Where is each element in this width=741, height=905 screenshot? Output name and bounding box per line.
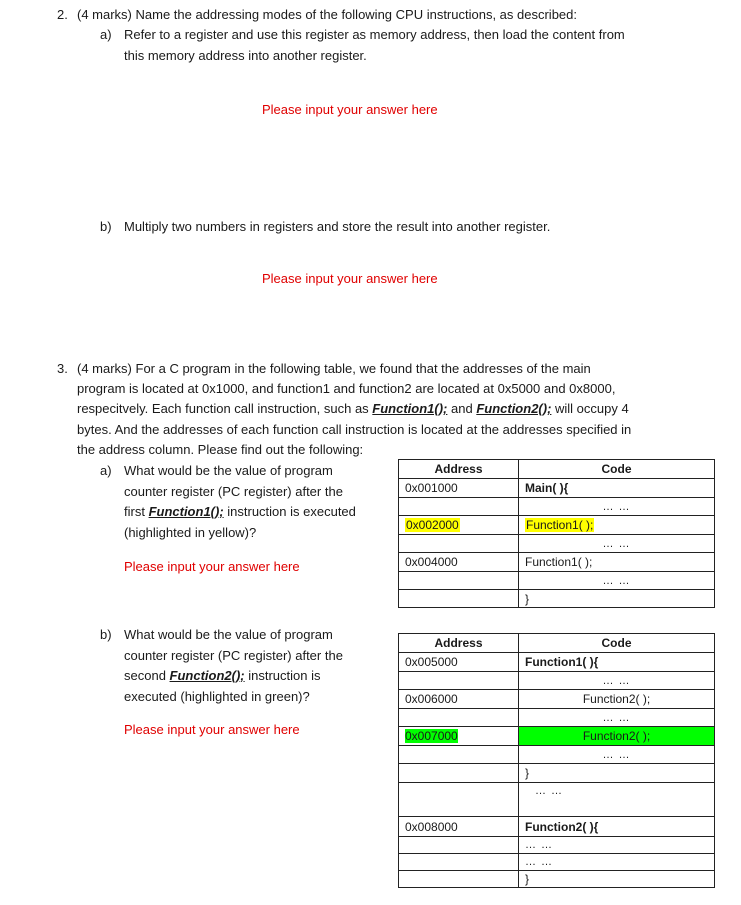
code-cell: … … [519, 837, 715, 854]
q2-title: (4 marks) Name the addressing modes of the following CPU instructions, as described: [77, 7, 577, 22]
table-row [399, 653, 715, 672]
q3a-line3-post: instruction is executed [223, 504, 356, 519]
code-cell: Function1( ); [519, 553, 715, 572]
q3a-line1: What would be the value of program [124, 463, 333, 478]
q3b-label: b) [100, 627, 112, 642]
code-cell: … … [519, 572, 715, 590]
highlighted-address: 0x002000 [406, 518, 459, 532]
q3-line5: the address column. Please find out the following: [77, 442, 364, 457]
table-row [399, 783, 715, 817]
table-row [399, 572, 715, 590]
table-row [399, 498, 715, 516]
address-header: Address [399, 634, 519, 653]
q3a-line3-function: Function1(); [148, 504, 224, 519]
code-cell [519, 783, 715, 817]
q3b-line3-post: instruction is [244, 668, 321, 683]
code-header: Code [519, 460, 715, 479]
code-cell: … … [519, 672, 715, 690]
code-cell: … … [519, 709, 715, 727]
q3-line3-function2: Function2(); [476, 401, 552, 416]
table-row [399, 746, 715, 764]
address-cell [399, 572, 519, 590]
highlighted-code: Function2( ); [519, 727, 715, 746]
ellipsis-text: … … [535, 785, 564, 797]
q3b-line3-pre: second [124, 668, 170, 683]
table-row [399, 871, 715, 888]
table-row [399, 764, 715, 783]
code-cell: } [519, 590, 715, 608]
code-cell: Function2( ){ [519, 817, 715, 837]
q2-number: 2. [57, 7, 68, 22]
table-row [399, 854, 715, 871]
q2a-answer-field[interactable]: Please input your answer here [262, 102, 438, 117]
table-row [399, 535, 715, 553]
address-cell [399, 783, 519, 817]
table-row [399, 590, 715, 608]
q3-line3-mid: and [447, 401, 477, 416]
q3-line3-post: will occupy 4 [551, 401, 629, 416]
q3a-line2: counter register (PC register) after the [124, 484, 343, 499]
table-row [399, 672, 715, 690]
address-cell [399, 590, 519, 608]
table-row [399, 634, 715, 653]
q2b-answer-field[interactable]: Please input your answer here [262, 271, 438, 286]
address-cell: 0x005000 [399, 653, 519, 672]
table-row [399, 479, 715, 498]
q3a-answer-field[interactable]: Please input your answer here [124, 559, 300, 574]
table-row-highlighted-yellow [399, 516, 715, 535]
program-table-functions [398, 633, 715, 888]
q3b-line3-function: Function2(); [169, 668, 245, 683]
address-cell [399, 764, 519, 783]
table-row-highlighted-green [399, 727, 715, 746]
q2a-text-line2: this memory address into another register. [124, 48, 367, 63]
q3-line3-function1: Function1(); [372, 401, 448, 416]
q3b-answer-field[interactable]: Please input your answer here [124, 722, 300, 737]
address-cell [399, 535, 519, 553]
address-cell [399, 871, 519, 888]
address-cell [399, 672, 519, 690]
code-cell: … … [519, 498, 715, 516]
q3b-line4: executed (highlighted in green)? [124, 689, 310, 704]
highlighted-address: 0x007000 [405, 729, 458, 743]
address-cell [399, 727, 519, 746]
q3a-label: a) [100, 463, 112, 478]
q2b-text: Multiply two numbers in registers and store the result into another register. [124, 219, 551, 234]
table-row [399, 460, 715, 479]
q3a-line4: (highlighted in yellow)? [124, 525, 257, 540]
q3b-line1: What would be the value of program [124, 627, 333, 642]
address-cell [399, 837, 519, 854]
q2a-text-line1: Refer to a register and use this register as memory address, then load the content from [124, 27, 625, 42]
program-table-main [398, 459, 715, 608]
highlighted-code: Function1( ); [526, 518, 594, 532]
q3-line3 [77, 401, 629, 416]
code-cell: } [519, 764, 715, 783]
table-row [399, 837, 715, 854]
code-cell: … … [519, 535, 715, 553]
code-header: Code [519, 634, 715, 653]
code-cell: … … [519, 746, 715, 764]
address-cell: 0x006000 [399, 690, 519, 709]
q3a-line3-pre: first [124, 504, 149, 519]
table-row [399, 553, 715, 572]
code-cell: … … [519, 854, 715, 871]
q3-line3-pre: respecitvely. Each function call instruction, such as [77, 401, 373, 416]
address-cell [399, 498, 519, 516]
address-cell [399, 516, 519, 535]
address-cell [399, 746, 519, 764]
q3-line2: program is located at 0x1000, and function1 and function2 are located at 0x5000 and 0x8000, [77, 381, 616, 396]
q2b-label: b) [100, 219, 112, 234]
q2a-label: a) [100, 27, 112, 42]
table-row [399, 709, 715, 727]
address-cell: 0x008000 [399, 817, 519, 837]
address-cell [399, 709, 519, 727]
q3a-line3 [124, 504, 356, 519]
q3-line1: (4 marks) For a C program in the following table, we found that the addresses of the main [77, 361, 591, 376]
address-cell [399, 854, 519, 871]
code-cell: Function1( ){ [519, 653, 715, 672]
address-header: Address [399, 460, 519, 479]
code-cell: } [519, 871, 715, 888]
q3b-line3 [124, 668, 321, 683]
code-cell: Function2( ); [519, 690, 715, 709]
q3-number: 3. [57, 361, 68, 376]
code-cell [519, 516, 715, 535]
address-cell: 0x001000 [399, 479, 519, 498]
q3-line4: bytes. And the addresses of each function call instruction is located at the addresses specified in [77, 422, 632, 437]
table-row [399, 817, 715, 837]
q3b-line2: counter register (PC register) after the [124, 648, 343, 663]
code-cell: Main( ){ [519, 479, 715, 498]
address-cell: 0x004000 [399, 553, 519, 572]
table-row [399, 690, 715, 709]
